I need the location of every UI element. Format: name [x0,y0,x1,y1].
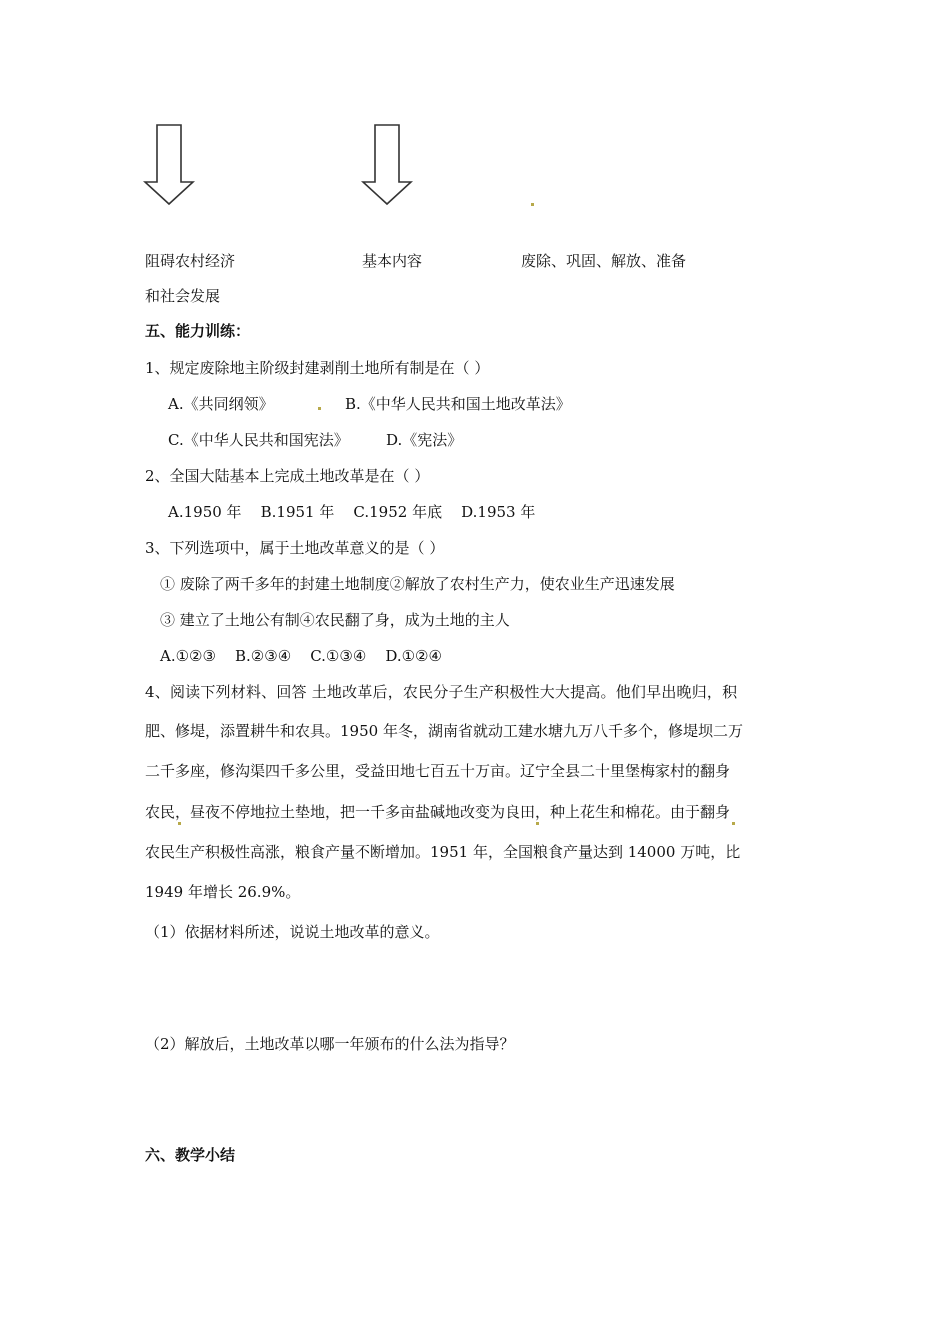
question-2-options: A.1950 年 B.1951 年 C.1952 年底 D.1953 年 [168,503,536,521]
section-title-teaching-summary: 六、教学小结 [145,1146,236,1164]
question-4-line: 4、阅读下列材料、回答 土地改革后，农民分子生产积极性大大提高。他们早出晚归，积 [145,683,738,701]
question-4-line: 农民生产积极性高涨，粮食产量不断增加。1951 年，全国粮食产量达到 14000 万吨，比 [145,843,741,861]
down-arrow-icon [143,124,195,206]
question-3-options: A.①②③ B.②③④ C.①③④ D.①②④ [160,647,442,665]
question-1-option-a: A.《共同纲领》 [168,395,274,413]
question-4-line: 二千多座，修沟渠四千多公里，受益田地七百五十万亩。辽宁全县二十里堡梅家村的翻身 [145,762,731,780]
question-1-option-b: B.《中华人民共和国土地改革法》 [345,395,571,413]
question-3-stem: 3、下列选项中，属于土地改革意义的是（ ） [145,539,445,557]
question-4-sub-2: （2）解放后，土地改革以哪一年颁布的什么法为指导？ [145,1035,515,1053]
speck [536,822,539,825]
speck [732,822,735,825]
question-2-stem: 2、全国大陆基本上完成土地改革是在（ ） [145,467,430,485]
question-4-line: 肥、修堤，添置耕牛和农具。1950 年冬，湖南省就动工建水塘九万八千多个，修堤坝二万 [145,722,743,740]
flow-label-obstruct: 阻碍农村经济 [145,252,236,270]
flow-label-significance: 废除、巩固、解放、准备 [521,252,687,270]
speck [531,203,534,206]
flow-label-obstruct-cont: 和社会发展 [145,287,221,305]
question-3-item-line-2: ③ 建立了土地公有制④农民翻了身，成为土地的主人 [160,611,510,629]
section-title-ability-training: 五、能力训练： [145,322,251,340]
question-1-stem: 1、规定废除地主阶级封建剥削土地所有制是在（ ） [145,359,490,377]
question-1-option-d: D.《宪法》 [386,431,463,449]
question-4-line: 1949 年增长 26.9%。 [145,883,301,901]
flow-label-content: 基本内容 [362,252,423,270]
speck [178,822,181,825]
question-4-sub-1: （1）依据材料所述，说说土地改革的意义。 [145,923,440,941]
down-arrow-icon [361,124,413,206]
question-3-item-line-1: ① 废除了两千多年的封建土地制度②解放了农村生产力，使农业生产迅速发展 [160,575,675,593]
question-1-option-c: C.《中华人民共和国宪法》 [168,431,349,449]
question-4-line: 农民，昼夜不停地拉土垫地，把一千多亩盐碱地改变为良田，种上花生和棉花。由于翻身 [145,803,731,821]
speck [318,407,321,410]
